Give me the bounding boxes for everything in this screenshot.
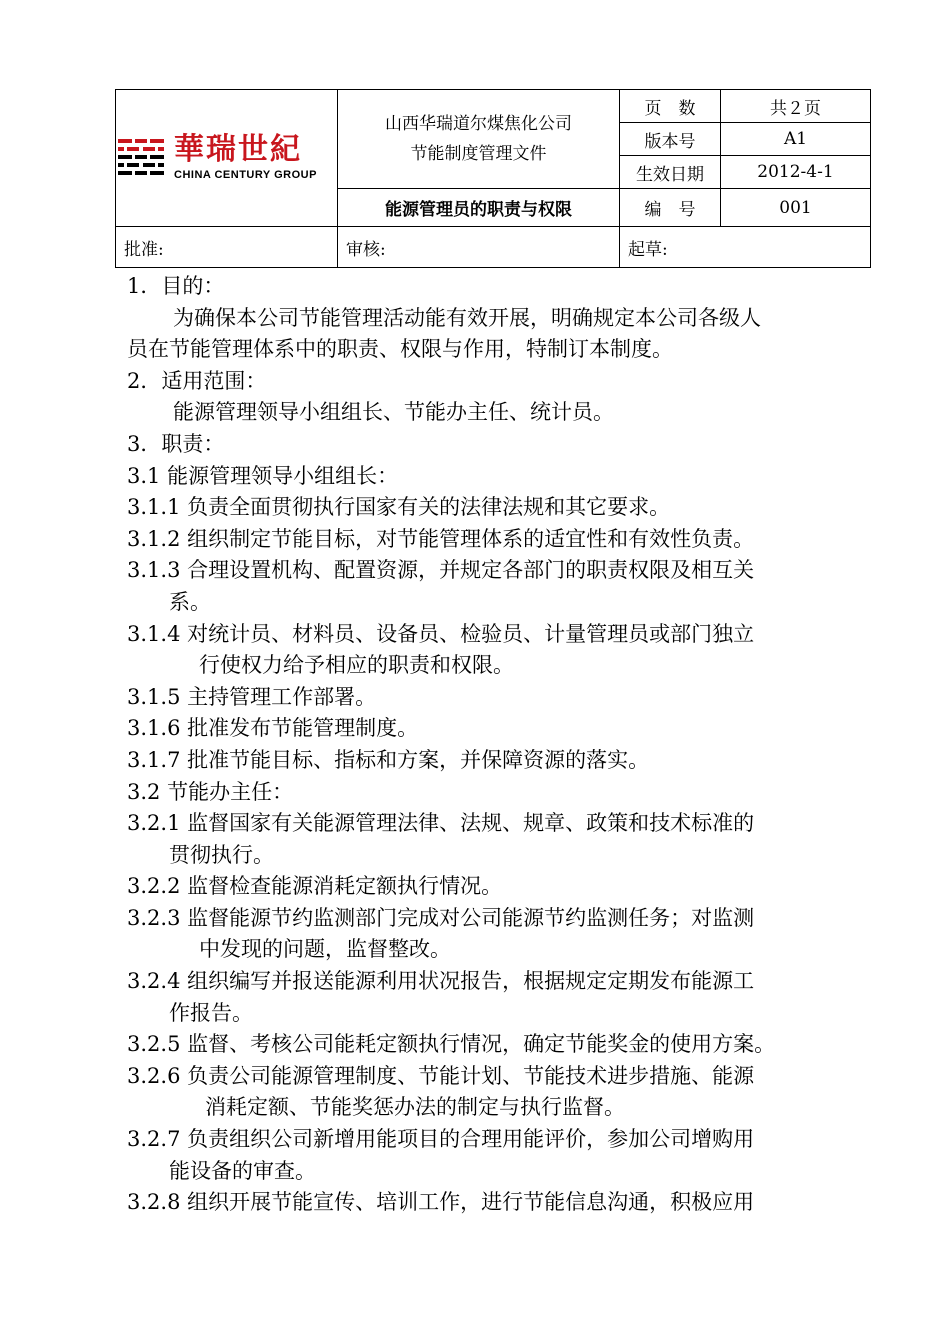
effective-date-label: 生效日期 <box>620 156 721 189</box>
version-value: A1 <box>721 123 871 156</box>
list-item: 3.2.5 监督、考核公司能耗定额执行情况，确定节能奖金的使用方案。 <box>127 1032 776 1057</box>
paragraph-line: 员在节能管理体系中的职责、权限与作用，特制订本制度。 <box>127 337 673 362</box>
list-item-continuation: 中发现的问题，监督整改。 <box>199 937 451 962</box>
list-item: 3.2.8 组织开展节能宣传、培训工作，进行节能信息沟通，积极应用 <box>127 1190 755 1215</box>
list-item-continuation: 系。 <box>169 589 211 614</box>
list-item: 3.1.2 组织制定节能目标，对节能管理体系的适宜性和有效性负责。 <box>127 526 755 551</box>
list-item: 3.1.7 批准节能目标、指标和方案，并保障资源的落实。 <box>127 747 650 772</box>
subsection-heading: 3.1 能源管理领导小组组长： <box>127 463 399 488</box>
document-category: 节能制度管理文件 <box>410 144 547 164</box>
list-item: 3.1.1 负责全面贯彻执行国家有关的法律法规和其它要求。 <box>127 495 671 520</box>
list-item: 3.1.5 主持管理工作部署。 <box>127 684 377 709</box>
subsection-heading: 3.2 节能办主任： <box>127 779 294 804</box>
list-item-continuation: 行使权力给予相应的职责和权限。 <box>199 653 514 678</box>
logo-cell <box>116 90 338 227</box>
list-item: 3.1.6 批准发布节能管理制度。 <box>127 716 419 741</box>
approve-label: 批准: <box>116 227 338 268</box>
list-item-continuation: 作报告。 <box>169 1000 253 1025</box>
logo-mark-icon <box>118 135 164 181</box>
paragraph-line: 为确保本公司节能管理活动能有效开展，明确规定本公司各级人 <box>173 305 761 330</box>
paragraph-line: 能源管理领导小组组长、节能办主任、统计员。 <box>173 400 614 425</box>
logo-name-en: CHINA CENTURY GROUP <box>174 169 317 181</box>
list-item: 3.1.3 合理设置机构、配置资源，并规定各部门的职责权限及相互关 <box>127 558 755 583</box>
list-item-continuation: 消耗定额、节能奖惩办法的制定与执行监督。 <box>205 1095 625 1120</box>
company-name: 山西华瑞道尔煤焦化公司 <box>385 114 572 134</box>
company-name-cell <box>338 90 620 189</box>
list-item-continuation: 能设备的审查。 <box>169 1158 316 1183</box>
section-heading: 3．职责： <box>127 431 225 456</box>
document-number-label: 编 号 <box>620 189 721 227</box>
list-item: 3.2.6 负责公司能源管理制度、节能计划、节能技术进步措施、能源 <box>127 1063 755 1088</box>
list-item: 3.2.4 组织编写并报送能源利用状况报告，根据规定定期发布能源工 <box>127 969 755 994</box>
document-number-value: 001 <box>721 189 871 227</box>
list-item: 3.1.4 对统计员、材料员、设备员、检验员、计量管理员或部门独立 <box>127 621 755 646</box>
review-label: 审核: <box>338 227 620 268</box>
list-item: 3.2.7 负责组织公司新增用能项目的合理用能评价，参加公司增购用 <box>127 1127 755 1152</box>
logo-name-cn: 華瑞世紀 <box>174 132 302 167</box>
list-item: 3.2.1 监督国家有关能源管理法律、法规、规章、政策和技术标准的 <box>127 811 755 836</box>
section-heading: 1．目的： <box>127 274 225 298</box>
draft-label: 起草: <box>620 227 871 268</box>
list-item: 3.2.2 监督检查能源消耗定额执行情况。 <box>127 874 503 899</box>
pages-label: 页 数 <box>620 90 721 123</box>
pages-value: 共２页 <box>721 90 871 123</box>
company-logo <box>116 90 337 226</box>
version-label: 版本号 <box>620 123 721 156</box>
list-item: 3.2.3 监督能源节约监测部门完成对公司能源节约监测任务；对监测 <box>127 905 755 930</box>
document-title: 能源管理员的职责与权限 <box>338 189 620 227</box>
document-header-table <box>115 89 871 268</box>
list-item-continuation: 贯彻执行。 <box>169 842 274 867</box>
effective-date-value: 2012-4-1 <box>721 156 871 189</box>
document-body <box>127 271 867 1219</box>
section-heading: 2．适用范围： <box>127 368 267 393</box>
